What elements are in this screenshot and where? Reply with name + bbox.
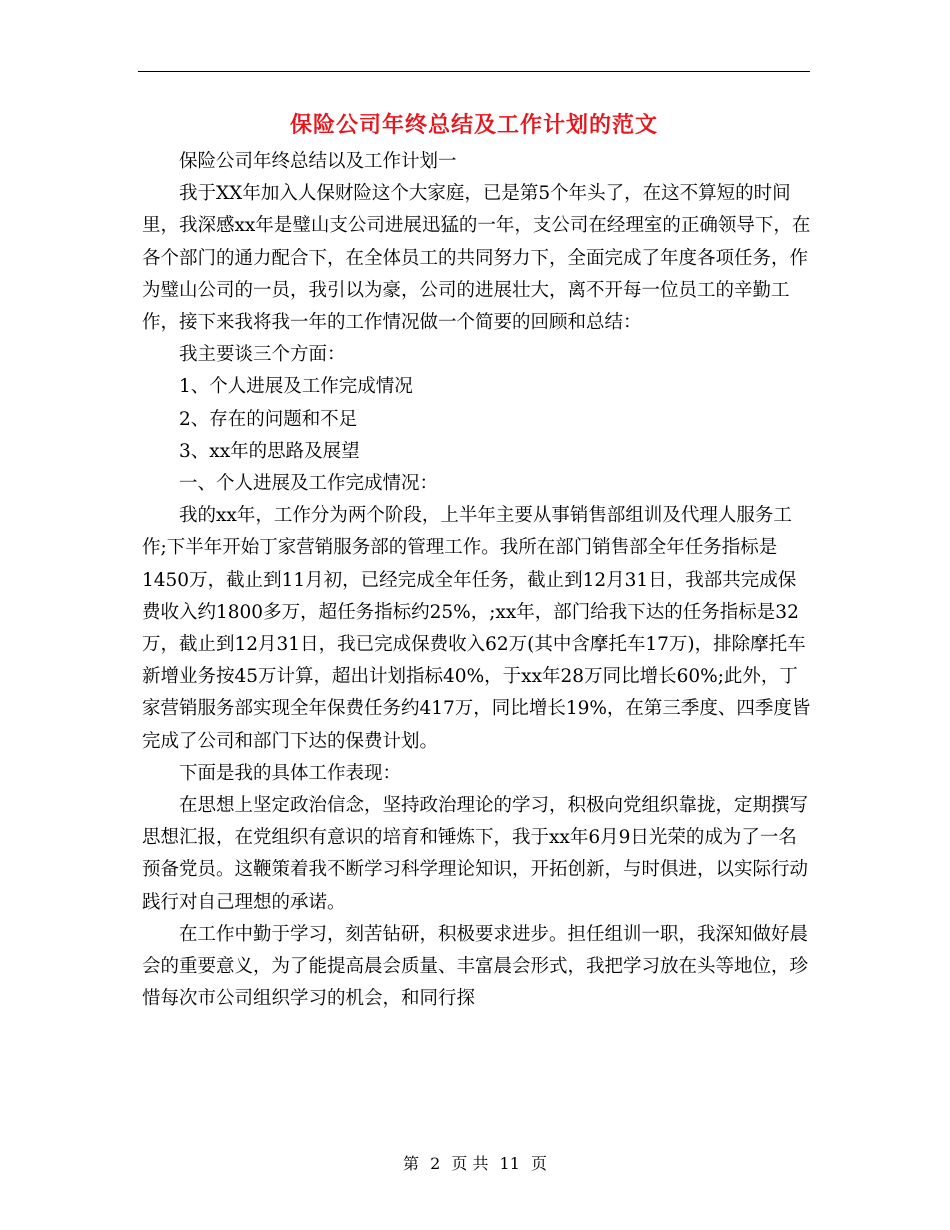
footer-suffix: 页 — [531, 1154, 548, 1173]
paragraph: 我的xx年，工作分为两个阶段，上半年主要从事销售部组训及代理人服务工作;下半年开始丁家营销服务部的管理工作。我所在部门销售部全年任务指标是1450万，截止到11月初，已经完成全年任务，截止到12月31日，我部共完成保费收入约1800多万，超任务指标约25%，;xx年，部门给我下达的任务指标是32万，截止到12月31日，我已完成保费收入62万(其中含摩托车17万)，排除摩托车新增业务按45万计算，超出计划指标40%，于xx年28万同比增长60%;此外，丁家营销服务部实现全年保费任务约417万，同比增长19%，在第三季度、四季度皆完成了公司和部门下达的保费计划。 — [142, 505, 811, 752]
header-rule — [138, 71, 810, 72]
section-heading: 一、个人进展及工作完成情况： — [179, 473, 439, 495]
paragraph: 我于XX年加入人保财险这个大家庭，已是第5个年头了，在这不算短的时间里，我深感xx年是璧山支公司进展迅猛的一年，支公司在经理室的正确领导下，在各个部门的通力配合下，在全体员工的共同努力下，全面完成了年度各项任务，作为璧山公司的一员，我引以为豪，公司的进展壮大，离不开每一位员工的辛勤工作，接下来我将我一年的工作情况做一个简要的回顾和总结： — [142, 183, 811, 334]
page-footer — [0, 1152, 950, 1176]
document-body — [142, 146, 812, 1015]
document-title: 保险公司年终总结及工作计划的范文 — [289, 113, 658, 138]
footer-prefix: 第 — [402, 1154, 419, 1173]
paragraph: 在思想上坚定政治信念，坚持政治理论的学习，积极向党组织靠拢，定期撰写思想汇报，在党组织有意识的培育和锤炼下，我于xx年6月9日光荣的成为了一名预备党员。这鞭策着我不断学习科学理论知识，开拓创新，与时俱进，以实际行动践行对自己理想的承诺。 — [142, 795, 809, 913]
paragraph: 下面是我的具体工作表现： — [179, 762, 402, 784]
paragraph: 1、个人进展及工作完成情况 — [179, 376, 413, 398]
paragraph: 2、存在的问题和不足 — [179, 408, 358, 430]
paragraph: 我主要谈三个方面： — [179, 344, 346, 366]
footer-middle: 页 共 — [451, 1154, 489, 1173]
footer-total-pages: 11 — [499, 1154, 520, 1173]
footer-page-number: 2 — [430, 1154, 441, 1173]
paragraph: 保险公司年终总结以及工作计划一 — [179, 151, 457, 172]
paragraph: 3、xx年的思路及展望 — [179, 440, 360, 462]
paragraph: 在工作中勤于学习，刻苦钻研，积极要求进步。担任组训一职，我深知做好晨会的重要意义，为了能提高晨会质量、丰富晨会形式，我把学习放在头等地位，珍惜每次市公司组织学习的机会，和同行探 — [142, 923, 809, 1010]
